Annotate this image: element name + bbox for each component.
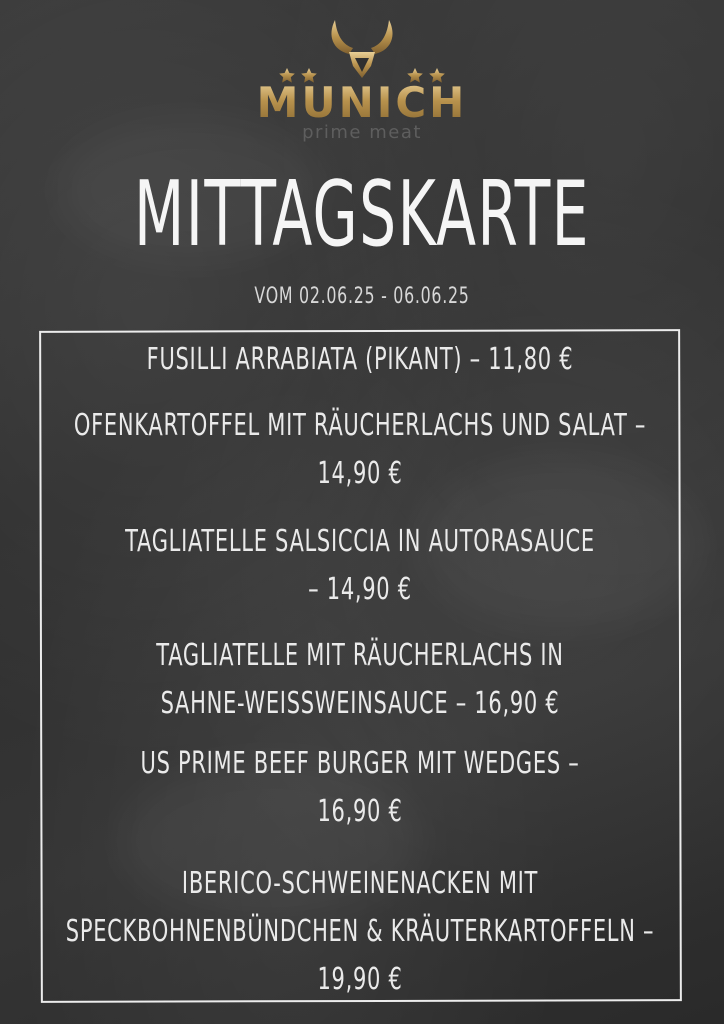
brand-tagline: prime meat — [302, 122, 422, 143]
menu-item-line: TAGLIATELLE MIT RÄUCHERLACHS IN — [156, 638, 564, 673]
menu-item-line: FUSILLI ARRABIATA (PIKANT) – 11,80 € — [146, 342, 574, 377]
menu-item — [40, 518, 681, 614]
menu-item-line: – 14,90 € — [308, 572, 412, 607]
menu-item-line: IBERICO-SCHWEINENACKEN MIT — [181, 866, 539, 901]
menu-item-line: 19,90 € — [317, 962, 403, 997]
menu-item-line: TAGLIATELLE SALSICCIA IN AUTORASAUCE — [125, 524, 595, 559]
menu-item — [40, 402, 681, 498]
brand-name: MUNICH — [0, 80, 724, 126]
menu-item-line: 16,90 € — [317, 794, 403, 829]
menu-item — [40, 860, 681, 1004]
menu-item-line: OFENKARTOFFEL MIT RÄUCHERLACHS UND SALAT – — [73, 408, 647, 443]
menu-title: MITTAGSKARTE — [134, 162, 590, 267]
menu-item-line: 14,90 € — [317, 456, 403, 491]
menu-item-line: US PRIME BEEF BURGER MIT WEDGES – — [140, 746, 580, 781]
bull-horns-icon — [277, 14, 447, 84]
menu-item-line: SPECKBOHNENBÜNDCHEN & KRÄUTERKARTOFFELN – — [65, 914, 655, 949]
menu-item-line: SAHNE-WEISSWEINSAUCE – 16,90 € — [160, 686, 560, 721]
menu-item — [40, 336, 681, 384]
menu-item — [40, 632, 681, 728]
menu-list — [40, 330, 681, 1002]
menu-date-range: VOM 02.06.25 - 06.06.25 — [254, 284, 470, 309]
brand-logo — [0, 14, 724, 142]
menu-item — [40, 740, 681, 836]
